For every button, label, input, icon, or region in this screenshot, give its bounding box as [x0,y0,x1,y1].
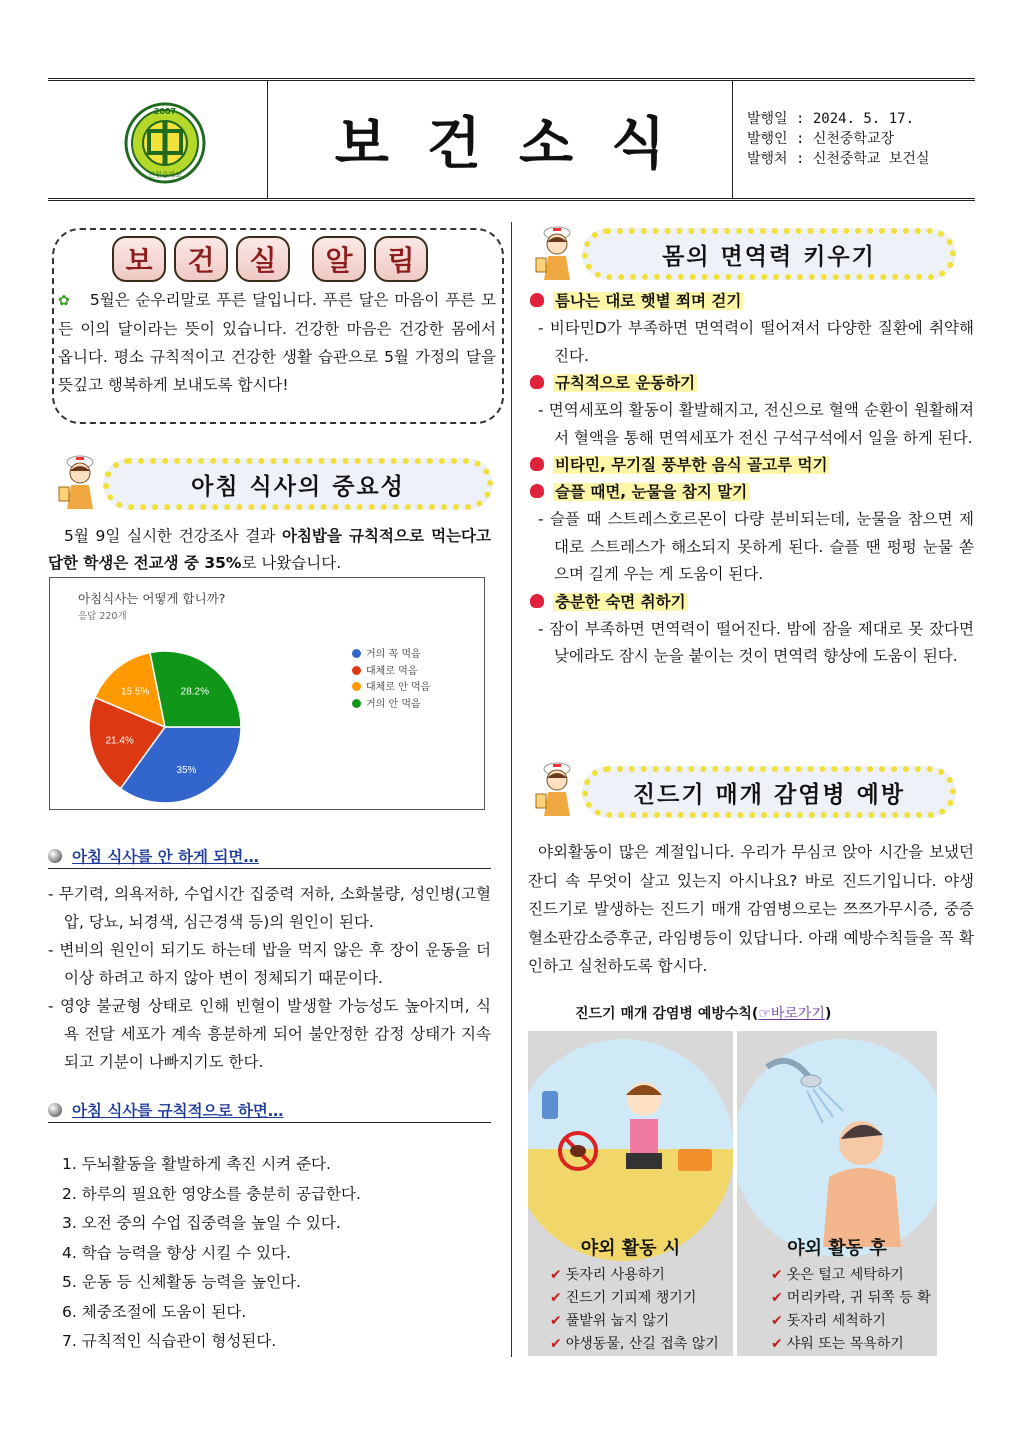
tick-intro [528,838,974,981]
immunity-heading-text: 슬플 때면, 눈물을 참지 말기 [555,483,748,501]
bullet-ball-icon [48,849,62,863]
newsletter-title: 보건소식 [334,111,704,177]
nurse-mascot-icon [532,760,582,822]
checklist-text: 샤워 또는 목욕하기 [786,1336,904,1352]
immunity-item-heading [528,589,974,616]
svg-text:2007: 2007 [153,107,177,116]
pie-slice-label: 21.4% [105,735,134,747]
immunity-item-heading [528,452,974,479]
breakfast-intro [48,523,491,577]
not-eating-heading-text: 아침 식사를 안 하게 되면… [72,848,259,866]
publish-date: 발행일 : 2024. 5. 17. [747,111,915,127]
checklist-item [550,1310,719,1333]
check-icon: ✔ [550,1267,562,1283]
publishing-office: 발행처 : 신천중학교 보건실 [747,151,930,167]
checklist-text: 돗자리 세척하기 [786,1313,886,1329]
eating-benefits-list [62,1150,492,1357]
panel-caption: 야외 활동 시 [580,1238,681,1259]
pie-slice-label: 28.2% [180,686,210,698]
heading-underline [48,868,491,869]
publisher: 발행인 : 신천중학교장 [747,131,895,147]
checklist-item [771,1287,931,1310]
checklist-text: 머리카락, 귀 뒤쪽 등 확 [786,1290,931,1306]
svg-text:신천중학교: 신천중학교 [148,171,182,179]
immunity-heading-text: 충분한 숙면 취하기 [555,592,686,611]
heading-underline [48,1122,491,1123]
legend-label: 거의 안 먹음 [366,698,421,710]
tick-rules-title-text: 진드기 매개 감염병 예방수칙( [575,1006,759,1022]
immunity-heading-text: 비타민, 무기질 풍부한 음식 골고루 먹기 [555,456,828,474]
list-item: - 변비의 원인이 되기도 하는데 밥을 먹지 않은 후 장이 운동을 더 이상 하려고 하지 않아 변이 정체되기 때문이다. [48,941,491,987]
tick-section-banner [582,766,956,818]
tick-intro-text: 야외활동이 많은 계절입니다. 우리가 무심코 앉아 시간을 보냈던 잔디 속 무엇이 살고 있는지 아시나요? 바로 진드기입니다. 야생 진드기로 발생하는 진드기 매개 감염병으로는 쯔쯔가무시증, 중증혈소판감소증후군, 라임병등이 있답니다. 아래 예방수칙들을 꼭 확인하고 실천하도록 합시다. [528,843,974,975]
breakfast-section-banner [103,458,493,510]
publish-info [733,81,975,198]
column-divider [511,222,512,1357]
pie-chart [80,642,250,812]
notice-title-char: 보 [112,236,166,282]
legend-item [352,664,430,681]
notice-title [112,236,428,282]
checklist-text: 옷은 털고 세탁하기 [786,1267,904,1283]
intro-text-end: 로 나왔습니다. [241,554,342,572]
chart-subtitle: 응답 220개 [78,611,127,622]
immunity-item-body: - 면역세포의 활동이 활발해지고, 전신으로 혈액 순환이 원활해져서 혈액을 통해 면역세포가 전신 구석구석에서 일을 하게 된다. [538,401,974,447]
legend-swatch [352,666,361,675]
check-icon: ✔ [771,1290,783,1306]
checklist-item [550,1333,719,1356]
check-icon: ✔ [771,1336,783,1352]
panel-checklist [771,1264,931,1356]
nurse-mascot-icon [55,453,105,515]
checklist-item [771,1264,931,1287]
eating-heading-text: 아침 식사를 규칙적으로 하면… [72,1102,284,1120]
notice-body: 5월은 순우리말로 푸른 달입니다. 푸른 달은 마음이 푸른 모든 이의 달이라는 뜻이 있습니다. 건강한 마음은 건강한 몸에서 옵니다. 평소 규칙적이고 건강한 생활 습관으로 5월 가정의 달을 뜻깊고 행복하게 보내도록 합시다! [58,291,496,394]
check-icon: ✔ [550,1290,562,1306]
after-outdoor-panel [737,1031,937,1356]
check-icon: ✔ [550,1336,562,1352]
checklist-text: 풀밭위 눕지 않기 [565,1313,670,1329]
tick-rules-title-close: ) [824,1006,832,1022]
pie-slice-label: 15.5% [120,686,150,698]
check-icon: ✔ [771,1267,783,1283]
tulip-icon [530,594,544,608]
notice-title-char: 알 [312,236,366,282]
immunity-item-heading [528,370,974,397]
list-item: - 무기력, 의욕저하, 수업시간 집중력 저하, 소화불량, 성인병(고혈압, 당뇨, 뇌경색, 심근경색 등)의 원인이 된다. [48,885,491,931]
picnic-illustration-icon [528,1071,733,1251]
legend-label: 거의 꼭 먹음 [366,649,421,660]
not-eating-heading [48,845,259,867]
checklist-item [771,1333,931,1356]
immunity-heading-text: 틈나는 대로 햇볕 쬐며 걷기 [555,292,742,310]
chart-legend [352,647,430,713]
checklist-text: 야생동물, 산길 접촉 않기 [565,1336,719,1352]
legend-swatch [352,649,361,658]
notice-text [58,286,496,399]
checklist-item [771,1310,931,1333]
newsletter-title-cell [268,81,733,198]
notice-title-char: 건 [174,236,228,282]
list-item: 4. 학습 능력을 향상 시킬 수 있다. [62,1243,291,1262]
newsletter-header [48,78,975,201]
immunity-item-heading [528,288,974,315]
legend-item [352,697,430,714]
legend-item [352,647,430,664]
tick-section-title: 진드기 매개 감염병 예방 [632,781,906,808]
immunity-item-body: - 비타민D가 부족하면 면역력이 떨어져서 다양한 질환에 취약해진다. [538,319,974,365]
immunity-list [528,288,974,671]
tulip-icon [530,457,544,471]
list-item: 2. 하루의 필요한 영양소를 충분히 공급한다. [62,1184,361,1203]
check-icon: ✔ [550,1313,562,1329]
legend-swatch [352,682,361,691]
checklist-text: 진드기 기피제 챙기기 [565,1290,697,1306]
intro-highlight: 아침밥을 규칙적으로 먹는다고 답한 학생은 전교생 중 35% [48,527,491,572]
bullet-ball-icon [48,1103,62,1117]
breakfast-section-title: 아침 식사의 중요성 [191,473,405,500]
checklist-item [550,1287,719,1310]
list-item: - 영양 불균형 상태로 인해 빈혈이 발생할 가능성도 높아지며, 식욕 전달 세포가 계속 흥분하게 되어 불안정한 감정 상태가 지속되고 기분이 나빠지기도 한다. [48,997,491,1071]
eating-heading [48,1099,283,1121]
legend-label: 대체로 먹음 [366,665,418,677]
immunity-item-body: - 잠이 부족하면 면역력이 떨어진다. 밤에 잠을 제대로 못 잤다면 낮에라도 잠시 눈을 붙이는 것이 면역력 향상에 도움이 된다. [538,619,974,665]
checklist-text: 돗자리 사용하기 [565,1267,665,1283]
outdoor-activity-panel [528,1031,733,1356]
checklist-item [550,1264,719,1287]
list-item: 7. 규칙적인 식습관이 형성된다. [62,1332,277,1350]
legend-label: 대체로 안 먹음 [366,682,431,693]
legend-swatch [352,699,361,708]
notice-title-char: 림 [374,236,428,282]
tulip-icon [530,375,544,389]
school-logo-icon [48,81,268,204]
intro-text: 5월 9일 실시한 건강조사 결과 [64,527,282,545]
immunity-item-body: - 슬플 때 스트레스호르몬이 다량 분비되는데, 눈물을 참으면 제대로 스트레스가 해소되지 못하게 된다. 슬플 땐 펑펑 눈물 쏟으며 길게 우는 게 도움이 된다. [538,510,974,583]
tick-rules-title [575,1003,831,1023]
pie-slice-label: 35% [176,764,197,776]
panel-caption: 야외 활동 후 [787,1238,887,1259]
nurse-mascot-icon [532,224,582,286]
panel-checklist [550,1264,719,1356]
shower-illustration-icon [737,1047,937,1247]
immunity-heading-text: 규칙적으로 운동하기 [555,374,696,392]
chart-title: 아침식사는 어떻게 합니까? [78,591,226,606]
legend-item [352,680,430,697]
immunity-section-banner [582,228,956,280]
list-item: 1. 두뇌활동을 활발하게 촉진 시켜 준다. [62,1155,331,1173]
tulip-icon [530,484,544,498]
immunity-item-heading [528,479,974,506]
list-item: 5. 운동 등 신체활동 능력을 높인다. [62,1273,302,1291]
check-icon: ✔ [771,1313,783,1329]
not-eating-list [48,880,491,1076]
sprout-icon: ✿ [58,293,70,309]
list-item: 3. 오전 중의 수업 집중력을 높일 수 있다. [62,1214,341,1232]
list-item: 6. 체중조절에 도움이 된다. [62,1302,247,1321]
notice-title-char: 실 [236,236,290,282]
tulip-icon [530,293,544,307]
go-link[interactable]: ☞바로가기 [758,1006,825,1022]
school-logo-cell [48,81,268,198]
immunity-section-title: 몸의 면역력 키우기 [662,243,876,270]
